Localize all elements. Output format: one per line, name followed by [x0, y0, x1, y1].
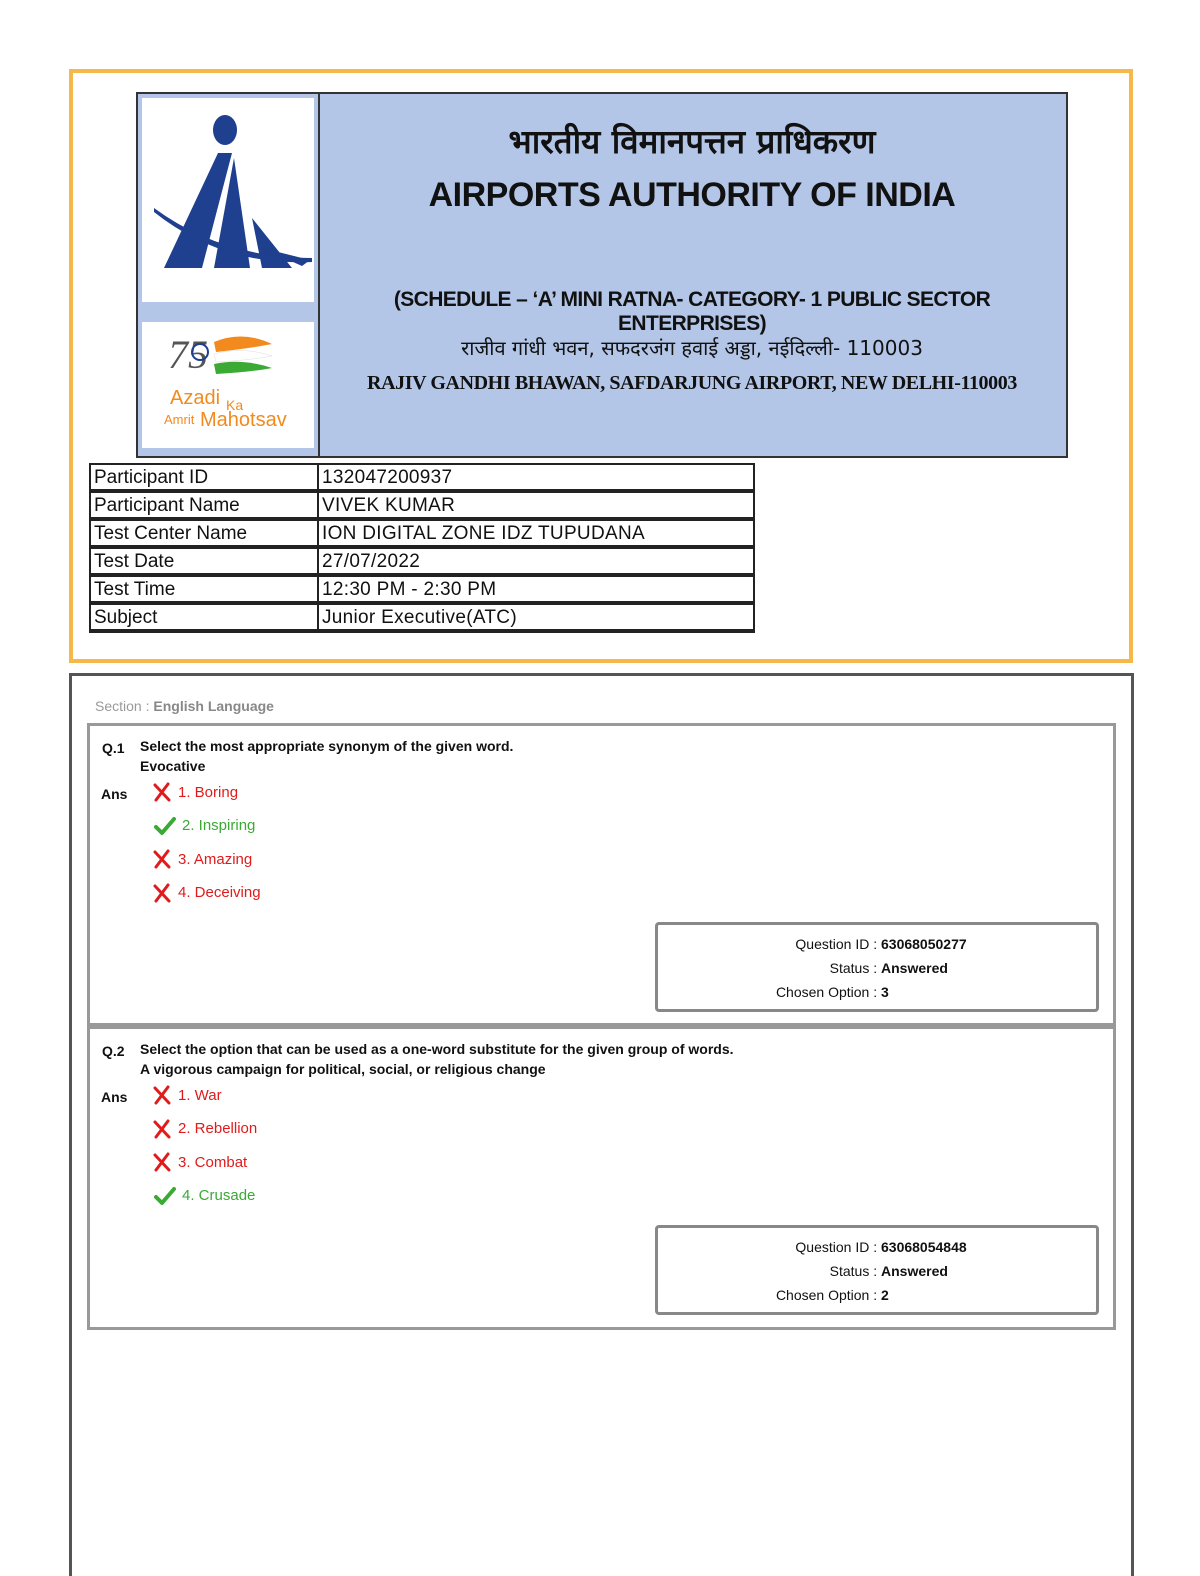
section-label — [95, 698, 274, 714]
participant-row — [90, 548, 754, 576]
participant-field-label: Test Center Name — [90, 520, 318, 548]
answer-option — [152, 1085, 222, 1105]
question-id-value: 63068050277 — [881, 936, 967, 952]
participant-row — [90, 576, 754, 604]
aai-logo — [142, 98, 314, 302]
org-schedule: (SCHEDULE – ‘A’ MINI RATNA- CATEGORY- 1 PUBLIC SECTOR ENTERPRISES) — [393, 288, 991, 335]
cross-icon — [152, 1152, 172, 1172]
chosen-option-label: Chosen Option : — [775, 1287, 881, 1303]
question-subtext: A vigorous campaign for political, social, or religious change — [140, 1061, 546, 1077]
cross-icon — [152, 1119, 172, 1139]
question-subtext: Evocative — [140, 758, 206, 774]
answer-option — [154, 1186, 255, 1206]
status-value: Answered — [881, 1263, 948, 1279]
participant-field-label: Subject — [90, 604, 318, 632]
question-id-row — [795, 936, 966, 952]
svg-text:Ka: Ka — [226, 397, 244, 413]
question-text — [140, 1039, 734, 1079]
participant-field-value: Junior Executive(ATC) — [318, 604, 754, 632]
status-label: Status : — [829, 960, 881, 976]
participant-field-value: 132047200937 — [318, 464, 754, 492]
option-label: 3. Combat — [178, 1153, 248, 1171]
chosen-option-value: 2 — [881, 1287, 889, 1303]
question-id-row — [795, 1239, 966, 1255]
address-english: RAJIV GANDHI BHAWAN, SAFDARJUNG AIRPORT, NEW DELHI-110003 — [367, 372, 1017, 394]
participant-field-label: Test Date — [90, 548, 318, 576]
participant-field-value: 27/07/2022 — [318, 548, 754, 576]
status-row — [830, 1263, 948, 1279]
check-icon — [154, 1186, 176, 1206]
participant-row — [90, 604, 754, 632]
question-prompt: Select the most appropriate synonym of the given word. — [140, 738, 514, 754]
svg-text:Azadi: Azadi — [170, 387, 221, 409]
org-name-english: AIRPORTS AUTHORITY OF INDIA — [428, 176, 956, 214]
option-label: 1. War — [178, 1086, 222, 1104]
azadi-logo-graphic — [142, 322, 314, 448]
question-card — [87, 1026, 1116, 1330]
aai-logo-icon — [142, 98, 314, 302]
participant-field-label: Test Time — [90, 576, 318, 604]
question-meta-box — [655, 1225, 1099, 1315]
answer-option — [152, 1152, 247, 1172]
question-id-label: Question ID : — [795, 1239, 881, 1255]
status-value: Answered — [881, 960, 948, 976]
option-label: 3. Amazing — [178, 850, 253, 868]
status-row — [830, 960, 948, 976]
answer-label: Ans — [101, 1089, 128, 1105]
question-id-value: 63068054848 — [881, 1239, 967, 1255]
logo-number: 75 — [168, 332, 208, 377]
answer-label: Ans — [101, 786, 128, 802]
participant-field-value: 12:30 PM - 2:30 PM — [318, 576, 754, 604]
status-label: Status : — [829, 1263, 881, 1279]
svg-text:Amrit: Amrit — [164, 412, 195, 427]
question-number: Q.1 — [102, 740, 125, 756]
answer-option — [154, 816, 255, 836]
participant-field-label: Participant Name — [90, 492, 318, 520]
section-prefix: Section : — [95, 698, 154, 714]
section-name: English Language — [153, 698, 274, 714]
answer-option — [152, 782, 238, 802]
option-label: 2. Inspiring — [182, 817, 256, 834]
question-text — [140, 736, 513, 776]
participant-field-label: Participant ID — [90, 464, 318, 492]
check-icon — [154, 816, 176, 836]
question-id-label: Question ID : — [795, 936, 881, 952]
participant-row — [90, 492, 754, 520]
question-card — [87, 723, 1116, 1026]
chosen-option-value: 3 — [881, 984, 889, 1000]
question-meta-box — [655, 922, 1099, 1012]
chosen-option-row — [776, 984, 889, 1000]
cross-icon — [152, 849, 172, 869]
question-prompt: Select the option that can be used as a one-word substitute for the given group of words. — [140, 1041, 734, 1057]
option-label: 1. Boring — [178, 783, 239, 801]
address-hindi: राजीव गांधी भवन, सफदरजंग हवाई अड्डा, नईदिल्ली- 110003 — [461, 336, 923, 360]
cross-icon — [152, 782, 172, 802]
answer-option — [152, 849, 252, 869]
option-label: 4. Crusade — [182, 1187, 256, 1204]
participant-field-value: VIVEK KUMAR — [318, 492, 754, 520]
answer-option — [152, 1119, 257, 1139]
chosen-option-row — [776, 1287, 889, 1303]
letterhead-banner — [136, 92, 1068, 458]
org-name-hindi: भारतीय विमानपत्तन प्राधिकरण — [508, 122, 876, 161]
option-label: 4. Deceiving — [178, 884, 261, 901]
azadi-ka-amrit-mahotsav-logo — [142, 322, 314, 448]
participant-row — [90, 464, 754, 492]
participant-field-value: ION DIGITAL ZONE IDZ TUPUDANA — [318, 520, 754, 548]
participant-info-table — [89, 463, 755, 633]
option-label: 2. Rebellion — [178, 1120, 258, 1137]
svg-text:Mahotsav: Mahotsav — [200, 409, 287, 431]
logo-panel — [138, 94, 320, 456]
question-number: Q.2 — [102, 1043, 125, 1059]
cross-icon — [152, 883, 172, 903]
cross-icon — [152, 1085, 172, 1105]
chosen-option-label: Chosen Option : — [775, 984, 881, 1000]
answer-option — [152, 883, 261, 903]
participant-row — [90, 520, 754, 548]
